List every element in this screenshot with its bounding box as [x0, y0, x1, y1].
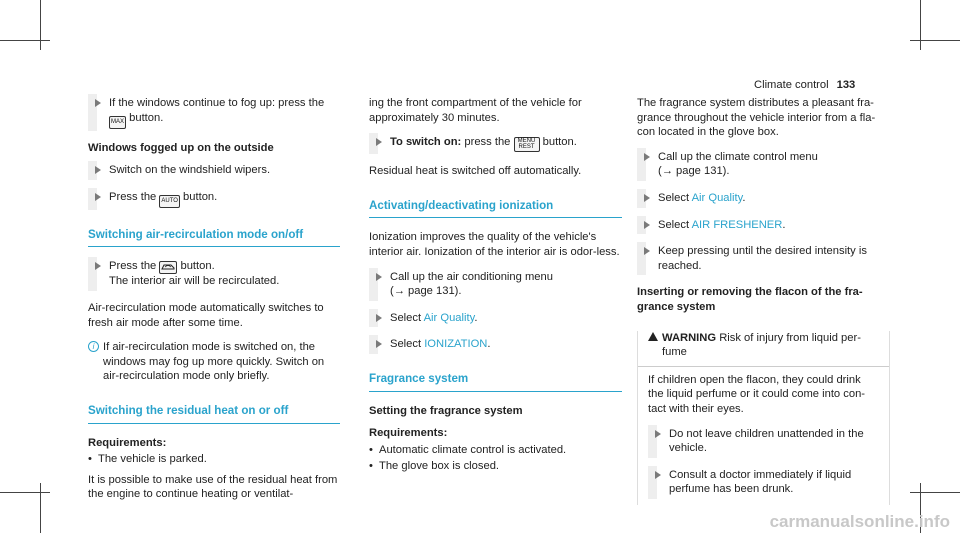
max-defrost-button-icon: MAX	[109, 116, 126, 129]
paragraph: Residual heat is switched off automatically.	[369, 165, 582, 178]
section-title: Climate control	[754, 79, 829, 91]
crop-mark	[0, 492, 50, 493]
note: i If air-recirculation mode is switched on, the windows may fog up more quickly. Switch on air-recirculation mode only briefly.	[88, 340, 340, 384]
step-arrow-icon	[644, 194, 650, 202]
section-heading: Fragrance system	[369, 372, 622, 392]
paragraph: If children open the flacon, they could drink the liquid perfume or it could come into con-tact with their eyes.	[648, 373, 866, 415]
menu-item-air-freshener: AIR FRESHENER	[691, 218, 783, 231]
step: Select IONIZATION.	[369, 337, 622, 352]
auto-button-icon: AUTO	[159, 195, 180, 208]
step: If the windows continue to fog up: press the MAX button.	[88, 96, 340, 129]
step-arrow-icon	[376, 138, 382, 146]
page-number: 133	[836, 79, 856, 91]
paragraph: It is possible to make use of the residual heat from the engine to continue heating or ventilat-	[88, 473, 338, 501]
step-arrow-icon	[644, 153, 650, 161]
requirement-item: • Automatic climate control is activated.	[369, 443, 622, 458]
warning-triangle-icon	[648, 332, 658, 341]
step-arrow-icon	[644, 221, 650, 229]
recirculation-button-icon	[159, 261, 177, 274]
requirement-item: • The glove box is closed.	[369, 459, 622, 474]
step-arrow-icon	[95, 99, 101, 107]
step-arrow-icon	[95, 193, 101, 201]
paragraph: The fragrance system distributes a pleasant fra-grance throughout the vehicle interior from a fla-con located in the glove box.	[637, 97, 876, 139]
step-arrow-icon	[376, 314, 382, 322]
requirements-label: Requirements:	[369, 427, 448, 440]
menu-item-air-quality: Air Quality	[423, 311, 475, 324]
requirements-label: Requirements:	[88, 436, 167, 449]
step-arrow-icon	[95, 166, 101, 174]
crop-mark	[40, 0, 41, 50]
step-arrow-icon	[376, 340, 382, 348]
section-heading: Activating/deactivating ionization	[369, 199, 622, 219]
step-arrow-icon	[655, 430, 661, 438]
menu-rest-button-icon: MENU REST	[514, 137, 540, 152]
crop-mark	[0, 40, 50, 41]
step: Select Air Quality.	[637, 191, 890, 206]
requirement-item: • The vehicle is parked.	[88, 452, 340, 467]
step: Switch on the windshield wipers.	[88, 163, 340, 178]
crop-mark	[910, 492, 960, 493]
section-heading: Switching air-recirculation mode on/off	[88, 228, 340, 248]
section-heading: Switching the residual heat on or off	[88, 404, 340, 424]
step-arrow-icon	[644, 247, 650, 255]
paragraph: Ionization improves the quality of the vehicle's interior air. Ionization of the interior air is odor-less.	[369, 231, 620, 258]
step: Keep pressing until the desired intensity is reached.	[637, 244, 890, 273]
info-icon: i	[88, 341, 99, 352]
step-arrow-icon	[376, 273, 382, 281]
menu-item-ionization: IONIZATION	[424, 338, 488, 351]
page-header	[754, 78, 855, 93]
step: Call up the air conditioning menu (→ page 131).	[369, 270, 622, 299]
step: To switch on: press the MENU REST button.	[369, 135, 622, 152]
column-2	[369, 96, 622, 476]
subheading: Windows fogged up on the outside	[88, 141, 274, 154]
step: Press the AUTO button.	[88, 190, 340, 208]
crop-mark	[910, 40, 960, 41]
menu-item-air-quality: Air Quality	[691, 191, 743, 204]
warning-box	[637, 331, 890, 505]
subheading: Setting the fragrance system	[369, 404, 523, 417]
divider	[638, 366, 889, 367]
subheading: Inserting or removing the flacon of the fra-grance system	[637, 286, 863, 313]
step: Press the button. The interior air will be recirculated.	[88, 259, 340, 289]
crop-mark	[920, 0, 921, 50]
step-arrow-icon	[655, 471, 661, 479]
step: Consult a doctor immediately if liquid perfume has been drunk.	[648, 468, 879, 497]
paragraph: ing the front compartment of the vehicle for approximately 30 minutes.	[369, 97, 582, 124]
crop-mark	[40, 483, 41, 533]
step: Call up the climate control menu (→ page 131).	[637, 150, 890, 179]
warning-title: WARNING Risk of injury from liquid per-fume	[648, 331, 879, 360]
step: Select AIR FRESHENER.	[637, 218, 890, 233]
step: Do not leave children unattended in the vehicle.	[648, 427, 879, 456]
column-3	[637, 96, 890, 505]
step: Select Air Quality.	[369, 311, 622, 326]
paragraph: Air-recirculation mode automatically switches to fresh air mode after some time.	[88, 301, 324, 329]
column-1	[88, 96, 340, 512]
watermark: carmanualsonline.info	[769, 512, 950, 531]
step-arrow-icon	[95, 262, 101, 270]
